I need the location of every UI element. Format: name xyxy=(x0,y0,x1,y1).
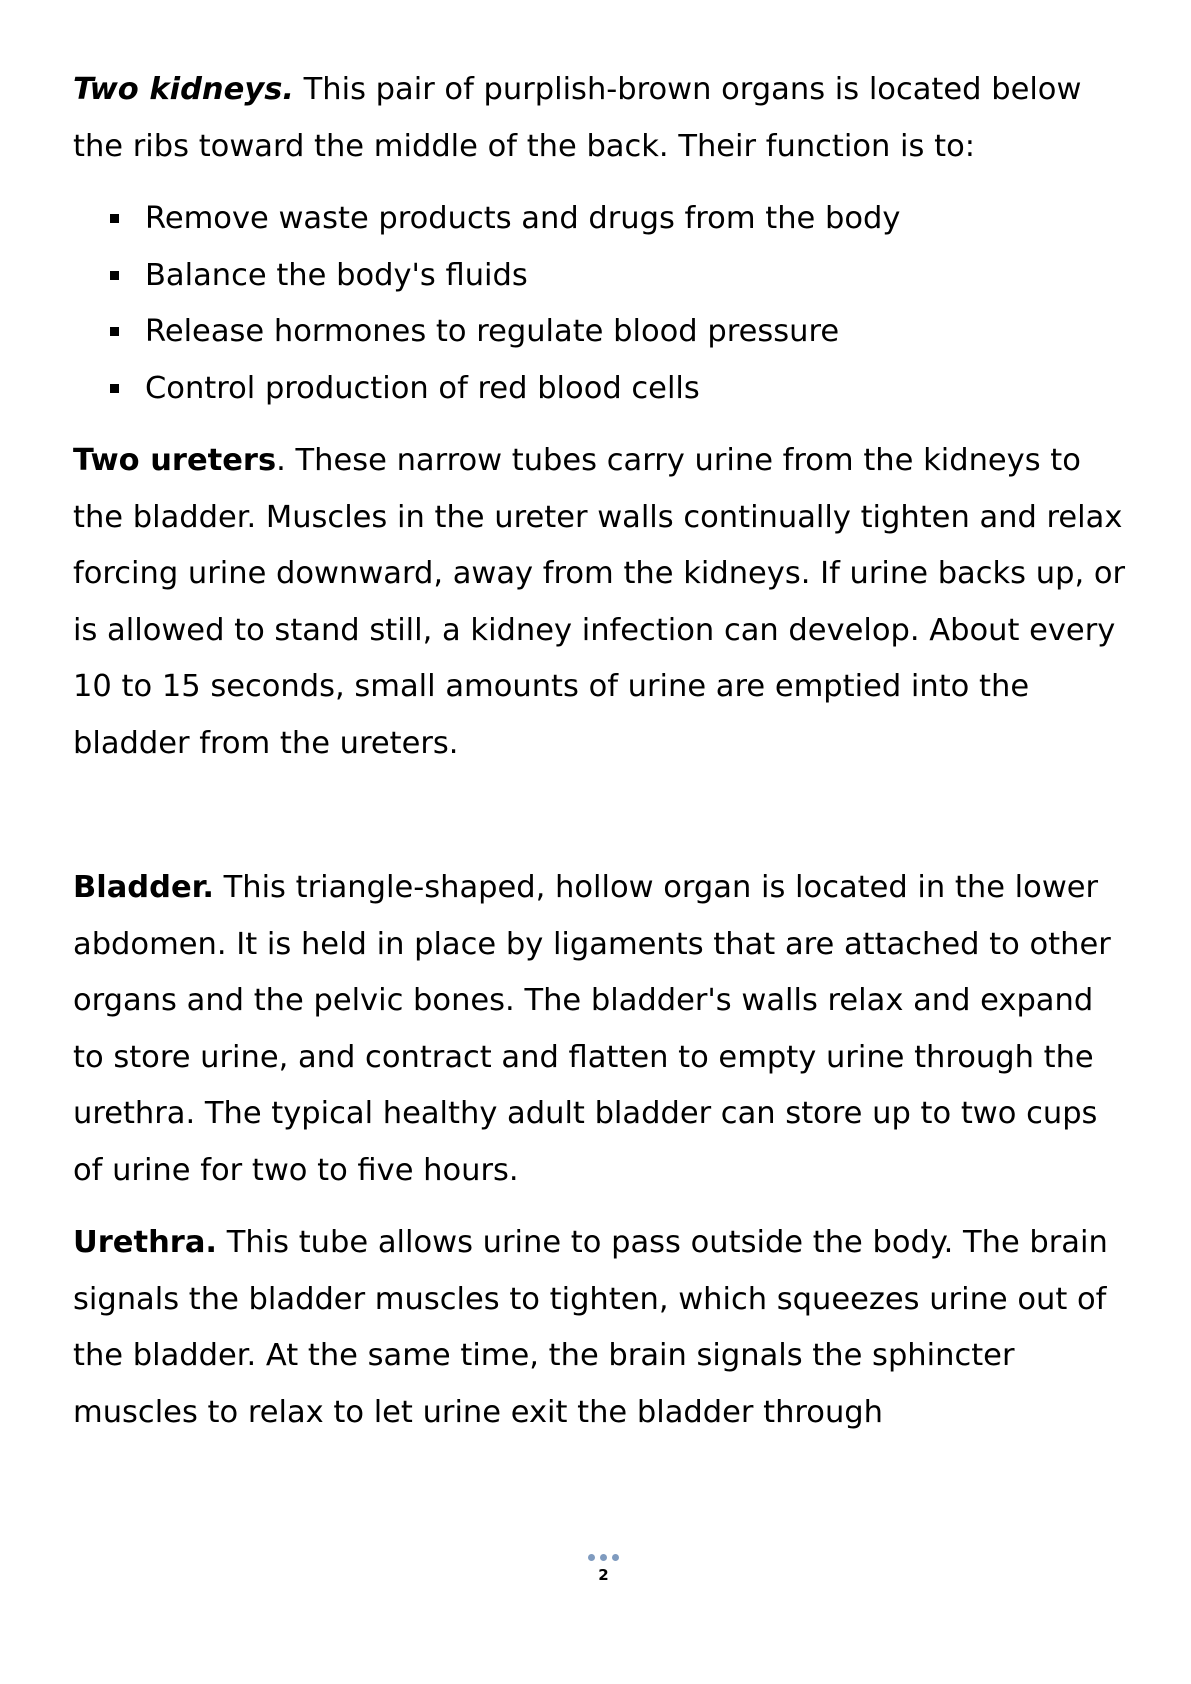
blank-line xyxy=(73,788,1133,860)
kidneys-heading: Two kidneys. xyxy=(73,72,294,107)
dot xyxy=(600,1554,607,1561)
list-item-text: Remove waste products and drugs from the body xyxy=(145,201,901,236)
list-item-text: Release hormones to regulate blood pressure xyxy=(145,314,840,349)
ureters-heading: Two ureters xyxy=(73,443,277,478)
square-bullet-icon xyxy=(110,384,119,393)
list-item xyxy=(73,304,1133,361)
kidneys-text: This pair of purplish-brown organs is located below the ribs toward the middle of the back. Their function is to: xyxy=(73,72,1082,164)
square-bullet-icon xyxy=(110,271,119,280)
list-item xyxy=(73,191,1133,248)
dot xyxy=(588,1554,595,1561)
ureters-text: . These narrow tubes carry urine from the kidneys to the bladder. Muscles in the ureter walls continually tighten and relax forcing urine downward, away from the kidneys. If urine backs up, or is allowed to stand still, a kidney infection can develop. About every 10 to 15 seconds, small amounts of urine are emptied into the bladder from the ureters. xyxy=(73,443,1126,761)
list-item-text: Balance the body's fluids xyxy=(145,257,528,293)
bladder-paragraph xyxy=(73,860,1133,1199)
kidneys-paragraph xyxy=(73,62,1133,175)
list-item-text: Control production of red blood cells xyxy=(145,370,700,406)
list-item xyxy=(73,248,1133,305)
page-number: 2 xyxy=(598,1566,609,1584)
kidney-function-list xyxy=(73,191,1133,417)
dot xyxy=(612,1554,619,1561)
list-item xyxy=(73,361,1133,418)
footer-dots-icon xyxy=(16,1554,1191,1561)
urethra-heading: Urethra. xyxy=(73,1225,217,1260)
ureters-paragraph xyxy=(73,433,1133,772)
urethra-paragraph xyxy=(73,1215,1133,1441)
urethra-text: This tube allows urine to pass outside the body. The brain signals the bladder muscles to tighten, which squeezes urine out of the bladder. At the same time, the brain signals the sphincter muscles to relax to let urine exit the bladder through xyxy=(73,1225,1108,1430)
bladder-text: This triangle-shaped, hollow organ is located in the lower abdomen. It is held in place by ligaments that are attached to other organs and the pelvic bones. The bladder's walls relax and expand to store urine, and contract and flatten to empty urine through the urethra. The typical healthy adult bladder can store up to two cups of urine for two to five hours. xyxy=(73,870,1111,1188)
square-bullet-icon xyxy=(110,327,119,336)
bladder-heading: Bladder. xyxy=(73,870,214,905)
square-bullet-icon xyxy=(110,214,119,223)
page-footer xyxy=(0,1554,1191,1585)
document-body xyxy=(73,62,1133,1457)
